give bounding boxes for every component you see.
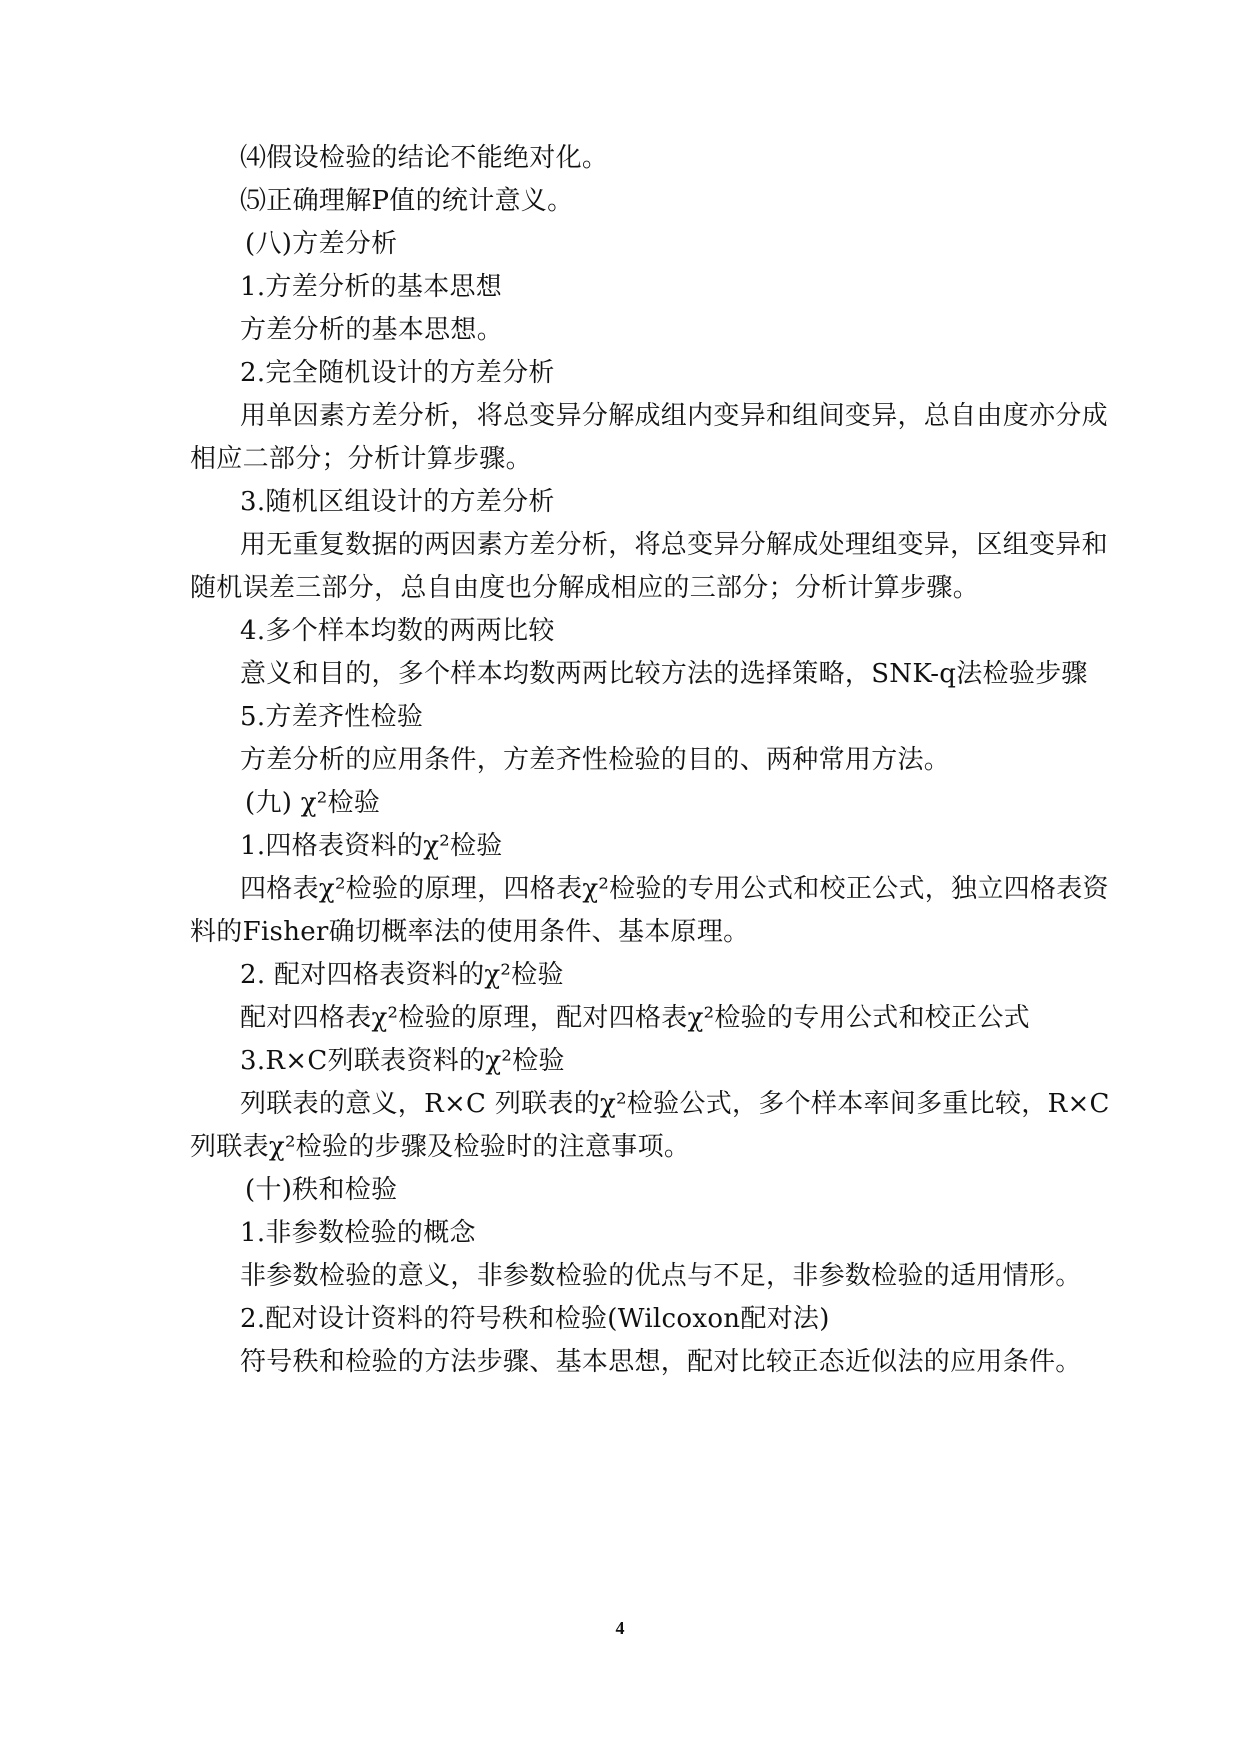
text-line-15: 方差分析的应用条件，方差齐性检验的目的、两种常用方法。	[240, 745, 951, 775]
subheading-9-2: 2. 配对四格表资料的χ²检验	[240, 960, 564, 990]
subheading-2: 2.完全随机设计的方差分析	[240, 358, 555, 388]
subheading-10-2: 2.配对设计资料的符号秩和检验(Wilcoxon配对法)	[240, 1304, 830, 1334]
section-heading-9: (九) χ²检验	[245, 788, 381, 818]
text-line-2: ⑸正确理解P值的统计意义。	[240, 186, 574, 216]
text-line-11: 随机误差三部分，总自由度也分解成相应的三部分；分析计算步骤。	[190, 573, 980, 603]
page-number: 4	[615, 1618, 625, 1638]
text-line-23: 列联表的意义，R×C 列联表的χ²检验公式，多个样本率间多重比较，R×C	[240, 1089, 1110, 1119]
subheading-3: 3.随机区组设计的方差分析	[240, 487, 555, 517]
text-line-21: 配对四格表χ²检验的原理，配对四格表χ²检验的专用公式和校正公式	[240, 1003, 1030, 1033]
text-line-13: 意义和目的，多个样本均数两两比较方法的选择策略，SNK-q法检验步骤	[240, 659, 1088, 689]
text-line-24: 列联表χ²检验的步骤及检验时的注意事项。	[190, 1132, 691, 1162]
subheading-1: 1.方差分析的基本思想	[240, 272, 503, 302]
text-line-29: 符号秩和检验的方法步骤、基本思想，配对比较正态近似法的应用条件。	[240, 1347, 1082, 1377]
subheading-9-1: 1.四格表资料的χ²检验	[240, 831, 503, 861]
text-line-19: 料的Fisher确切概率法的使用条件、基本原理。	[190, 917, 750, 947]
text-line-10: 用无重复数据的两因素方差分析，将总变异分解成处理组变异，区组变异和	[240, 530, 1108, 560]
text-line-18: 四格表χ²检验的原理，四格表χ²检验的专用公式和校正公式，独立四格表资	[240, 874, 1109, 904]
text-line-5: 方差分析的基本思想。	[240, 315, 504, 345]
subheading-5: 5.方差齐性检验	[240, 702, 424, 732]
text-line-27: 非参数检验的意义，非参数检验的优点与不足，非参数检验的适用情形。	[240, 1261, 1082, 1291]
subheading-9-3: 3.R×C列联表资料的χ²检验	[240, 1046, 565, 1076]
text-line-8: 相应二部分；分析计算步骤。	[190, 444, 532, 474]
text-line-7: 用单因素方差分析，将总变异分解成组内变异和组间变异，总自由度亦分成	[240, 401, 1108, 431]
subheading-4: 4.多个样本均数的两两比较	[240, 616, 555, 646]
subheading-10-1: 1.非参数检验的概念	[240, 1218, 476, 1248]
section-heading-8: (八)方差分析	[245, 229, 398, 259]
section-heading-10: (十)秩和检验	[245, 1175, 398, 1205]
text-line-1: ⑷假设检验的结论不能绝对化。	[240, 143, 609, 173]
